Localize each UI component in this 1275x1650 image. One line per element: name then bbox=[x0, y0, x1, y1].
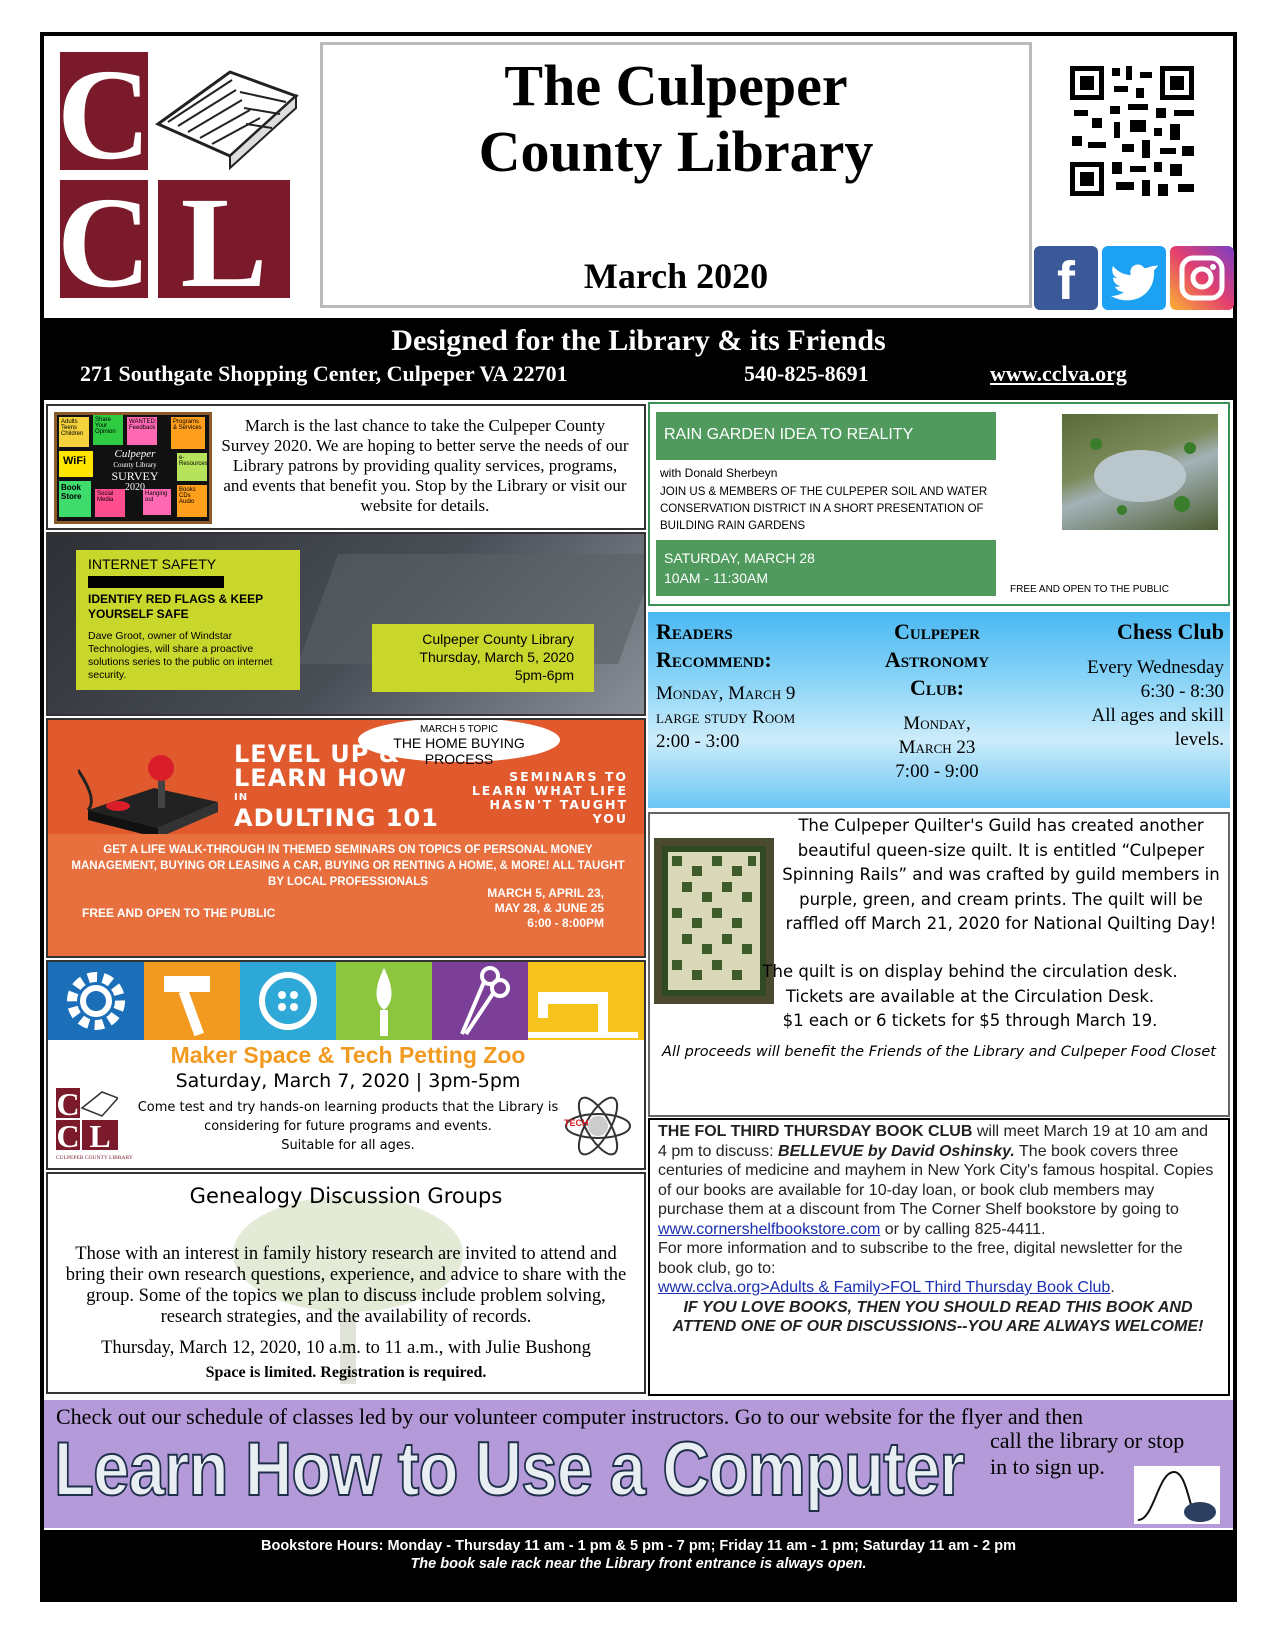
svg-text:C: C bbox=[60, 171, 151, 302]
safety-place: Culpeper County Library bbox=[422, 631, 574, 647]
astro-date-1: Monday, bbox=[903, 713, 971, 734]
adulting-dates bbox=[428, 886, 604, 931]
library-phone[interactable]: 540-825-8691 bbox=[744, 361, 869, 386]
svg-text:C: C bbox=[56, 1118, 80, 1150]
board-year: 2020 bbox=[125, 482, 145, 493]
genealogy-body: Those with an interest in family history research are invited to attend and bring their own research questions, experience, and advice to share with the group. Some of the topics we plan to discuss include problem solving, research strategies, and the availability of records. bbox=[65, 1244, 627, 1327]
quilt-display: The quilt is on display behind the circulation desk. bbox=[762, 962, 1178, 981]
maker-suitable: Suitable for all ages. bbox=[281, 1138, 415, 1153]
maker-body: Come test and try hands-on learning products that the Library is considering for future programs and events. bbox=[137, 1100, 559, 1134]
rain-body: JOIN US & MEMBERS OF THE CULPEPER SOIL AND WATER CONSERVATION DISTRICT IN A SHORT PRESENTATION OF BUILDING RAIN GARDENS bbox=[660, 486, 988, 532]
svg-text:C: C bbox=[60, 52, 151, 187]
library-title bbox=[323, 53, 1029, 185]
book-club-text bbox=[658, 1122, 1218, 1337]
book-title: BELLEVUE by David Oshinsky. bbox=[778, 1142, 1015, 1160]
rain-free: FREE AND OPEN TO THE PUBLIC bbox=[1010, 584, 1169, 595]
board-title: Culpeper bbox=[114, 448, 156, 460]
title-line-1: The Culpeper bbox=[504, 53, 848, 118]
chess-line-3: All ages and skill bbox=[1091, 705, 1224, 726]
astro-title-2: Astronomy bbox=[884, 647, 990, 672]
rain-time: 10AM - 11:30AM bbox=[664, 570, 769, 586]
button-icon bbox=[240, 962, 336, 1040]
issue-month: March 2020 bbox=[583, 256, 769, 296]
twitter-icon[interactable] bbox=[1102, 246, 1166, 310]
book-club-panel bbox=[648, 1118, 1230, 1396]
title-learn-how: LEARN HOW bbox=[234, 764, 408, 792]
readers-date: Monday, March 9 bbox=[656, 683, 796, 704]
sticky-note: Adults Teens Children bbox=[59, 417, 89, 447]
rain-date-box bbox=[656, 540, 996, 596]
astronomy-club bbox=[844, 618, 1030, 784]
astro-time: 7:00 - 9:00 bbox=[895, 761, 979, 782]
quilt-ticket-price: $1 each or 6 tickets for $5 through March 19. bbox=[782, 1011, 1158, 1030]
sticky-note: Programs & Services bbox=[171, 417, 205, 449]
book-club-intro: will meet March 19 at 10 am and 4 pm to discuss: bbox=[658, 1123, 1209, 1160]
sticky-note: WANTED: Feedback bbox=[127, 417, 157, 445]
corner-shelf-link[interactable]: www.cornershelfbookstore.com bbox=[658, 1220, 881, 1238]
safety-heading: INTERNET SAFETY bbox=[88, 556, 217, 572]
book-club-body: The book covers three centuries of medicine and mayhem in New York City's famous hospital. Copies of our books are available for 10-day loan, or book club members may purchase them at a discount from The Corner Shelf bookstore by going to bbox=[658, 1142, 1214, 1218]
adulting-free: FREE AND OPEN TO THE PUBLIC bbox=[82, 906, 276, 920]
title-level-up: LEVEL UP & bbox=[234, 740, 401, 768]
svg-text:L: L bbox=[180, 171, 268, 302]
gear-icon bbox=[48, 962, 144, 1040]
topic-name: THE HOME BUYING PROCESS bbox=[393, 735, 525, 767]
adulting-tagline: SEMINARS TO LEARN WHAT LIFE HASN'T TAUGHT YOU bbox=[471, 769, 628, 826]
internet-safety-panel bbox=[46, 532, 646, 716]
board-survey: SURVEY bbox=[111, 469, 159, 483]
rain-date: SATURDAY, MARCH 28 bbox=[664, 550, 815, 566]
svg-text:L: L bbox=[89, 1118, 111, 1150]
maker-description bbox=[128, 1098, 568, 1155]
book-club-heading: THE FOL THIRD THURSDAY BOOK CLUB bbox=[658, 1123, 973, 1140]
dates-line-1: MARCH 5, APRIL 23, bbox=[487, 886, 604, 900]
website-link[interactable]: www.cclva.org bbox=[990, 361, 1127, 386]
survey-chalkboard bbox=[54, 412, 212, 524]
clubs-panel bbox=[648, 612, 1230, 808]
quilt-proceeds: All proceeds will benefit the Friends of the Library and Culpeper Food Closet bbox=[662, 1044, 1216, 1060]
logo-caption: CULPEPER COUNTY LIBRARY bbox=[56, 1155, 133, 1161]
title-box bbox=[320, 42, 1032, 308]
astro-title-1: Culpeper bbox=[894, 619, 980, 644]
computer-signup-1: call the library or stop bbox=[990, 1428, 1185, 1453]
board-subtitle: County Library bbox=[113, 461, 157, 469]
readers-room: large study Room bbox=[656, 707, 796, 728]
readers-title-1: Readers bbox=[656, 619, 733, 644]
sticky-note: Share Your Opinion bbox=[93, 415, 123, 445]
adulting-body: GET A LIFE WALK-THROUGH IN THEMED SEMINARS ON TOPICS OF PERSONAL MONEY MANAGEMENT, BUYING OR LEASING A CAR, BUYING OR RENTING A HOME, & MORE! ALL TAUGHT BY LOCAL PROFESSIONALS bbox=[71, 844, 625, 888]
topic-label: MARCH 5 TOPIC bbox=[420, 724, 498, 735]
maker-space-panel bbox=[46, 960, 646, 1170]
readers-title-2: Recommend: bbox=[656, 647, 772, 672]
book-club-closing: IF YOU LOVE BOOKS, THEN YOU SHOULD READ THIS BOOK AND ATTEND ONE OF OUR DISCUSSIONS--YOU ARE ALWAYS WELCOME! bbox=[672, 1298, 1204, 1335]
library-address: 271 Southgate Shopping Center, Culpeper VA 22701 bbox=[80, 361, 568, 386]
sticky-note: Book Store bbox=[59, 481, 91, 517]
joystick-icon bbox=[78, 750, 228, 840]
sticky-note: Books CDs Audio bbox=[177, 485, 207, 517]
quilt-ticket-location: Tickets are available at the Circulation Desk. bbox=[785, 986, 1155, 1006]
title-adulting: ADULTING 101 bbox=[234, 804, 439, 832]
quilt-tickets bbox=[710, 960, 1230, 1034]
adulting-title bbox=[234, 742, 439, 830]
facebook-icon[interactable]: f bbox=[1034, 246, 1098, 310]
genealogy-note: Space is limited. Registration is required. bbox=[205, 1364, 487, 1381]
instagram-icon[interactable] bbox=[1170, 246, 1234, 310]
address-banner bbox=[44, 318, 1233, 400]
book-club-period: . bbox=[1110, 1279, 1115, 1296]
redacted-bar bbox=[88, 576, 224, 588]
quilt-description: The Culpeper Quilter's Guild has created another beautiful queen-size quilt. It is entitled “Culpeper Spinning Rails” and was crafted by guild members in purple, green, and cream prints. The quilt will be raffled off March 21, 2020 for National Quilting Day! bbox=[782, 816, 1220, 933]
library-logo bbox=[60, 52, 300, 302]
readers-time: 2:00 - 3:00 bbox=[656, 731, 740, 752]
genealogy-date: Thursday, March 12, 2020, 10 a.m. to 11 a.m., with Julie Bushong bbox=[101, 1338, 591, 1358]
atom-icon bbox=[562, 1090, 634, 1162]
safety-time: 5pm-6pm bbox=[514, 667, 574, 683]
safety-date-box bbox=[372, 624, 594, 692]
paintbrush-icon bbox=[336, 962, 432, 1040]
chalkboard-text bbox=[97, 449, 173, 493]
scissors-icon bbox=[432, 962, 528, 1040]
rain-garden-photo bbox=[1062, 414, 1218, 530]
safety-date: Thursday, March 5, 2020 bbox=[419, 649, 574, 665]
rain-presenter: with Donald Sherbeyn bbox=[660, 466, 778, 480]
chess-line-1: Every Wednesday bbox=[1087, 657, 1224, 678]
bookstore-hours: Bookstore Hours: Monday - Thursday 11 am - 1 pm & 5 pm - 7 pm; Friday 11 am - 1 pm; Saturday 11 am - 2 pm bbox=[260, 1538, 1016, 1554]
svg-text:C: C bbox=[56, 1088, 80, 1122]
chess-line-2: 6:30 - 8:30 bbox=[1140, 681, 1224, 702]
book-club-more: For more information and to subscribe to the free, digital newsletter for the book club, go to: bbox=[658, 1240, 1183, 1277]
title-in: IN bbox=[234, 792, 249, 803]
adulting-panel bbox=[46, 718, 646, 958]
sticky-note: Social Media bbox=[95, 489, 125, 517]
sewing-machine-icon bbox=[528, 962, 646, 1040]
computer-big-title: Learn How to Use a Computer bbox=[54, 1427, 965, 1512]
computer-class-panel bbox=[44, 1400, 1233, 1528]
chess-title: Chess Club bbox=[1117, 619, 1224, 644]
open-book-icon bbox=[158, 72, 296, 168]
ccl-small-logo bbox=[56, 1088, 133, 1162]
qr-code-icon[interactable] bbox=[1070, 66, 1194, 196]
readers-recommend bbox=[656, 618, 856, 754]
banner-title: Designed for the Library & its Friends bbox=[391, 324, 886, 357]
hammer-icon bbox=[144, 962, 240, 1040]
book-club-phone: or by calling 825-4411. bbox=[880, 1220, 1046, 1238]
book-rack-note: The book sale rack near the Library front entrance is always open. bbox=[410, 1556, 867, 1572]
computer-intro: Check out our schedule of classes led by our volunteer computer instructors. Go to our website for the flyer and then bbox=[56, 1404, 1083, 1429]
maker-date: Saturday, March 7, 2020 | 3pm-5pm bbox=[175, 1070, 521, 1092]
astro-title-3: Club: bbox=[909, 675, 965, 700]
safety-subheading: IDENTIFY RED FLAGS & KEEP YOURSELF SAFE bbox=[88, 592, 263, 621]
book-club-page-link[interactable]: www.cclva.org>Adults & Family>FOL Third Thursday Book Club bbox=[658, 1279, 1111, 1296]
rain-title: RAIN GARDEN IDEA TO REALITY bbox=[656, 412, 996, 460]
sticky-note: Hanging out bbox=[143, 489, 171, 515]
safety-body: Dave Groot, owner of Windstar Technologies, will share a proactive solutions series to the public on internet security. bbox=[88, 630, 273, 681]
title-line-2: County Library bbox=[478, 119, 874, 184]
tech-badge: TECH bbox=[564, 1118, 589, 1128]
dates-line-2: MAY 28, & JUNE 25 bbox=[494, 901, 604, 915]
rain-garden-panel bbox=[648, 402, 1230, 606]
safety-info-box bbox=[76, 550, 300, 690]
genealogy-panel bbox=[46, 1172, 646, 1394]
sticky-note: e-Resources bbox=[177, 453, 207, 481]
maker-title: Maker Space & Tech Petting Zoo bbox=[170, 1042, 526, 1068]
quilt-panel bbox=[648, 812, 1230, 1117]
survey-text: March is the last chance to take the Culpeper County Survey 2020. We are hoping to better serve the needs of our Library patrons by providing quality services, programs, and events that benefit you. Stop by the Library or visit our website for details. bbox=[221, 416, 629, 515]
astro-date-2: March 23 bbox=[898, 737, 976, 758]
footer bbox=[44, 1530, 1233, 1598]
chess-club bbox=[1024, 618, 1224, 752]
dates-time: 6:00 - 8:00PM bbox=[527, 916, 604, 930]
mouse-icon bbox=[1134, 1466, 1220, 1524]
chess-line-4: levels. bbox=[1174, 729, 1224, 750]
genealogy-title: Genealogy Discussion Groups bbox=[189, 1184, 503, 1208]
sticky-note: WiFi bbox=[59, 451, 93, 477]
computer-signup-2: in to sign up. bbox=[990, 1454, 1105, 1479]
